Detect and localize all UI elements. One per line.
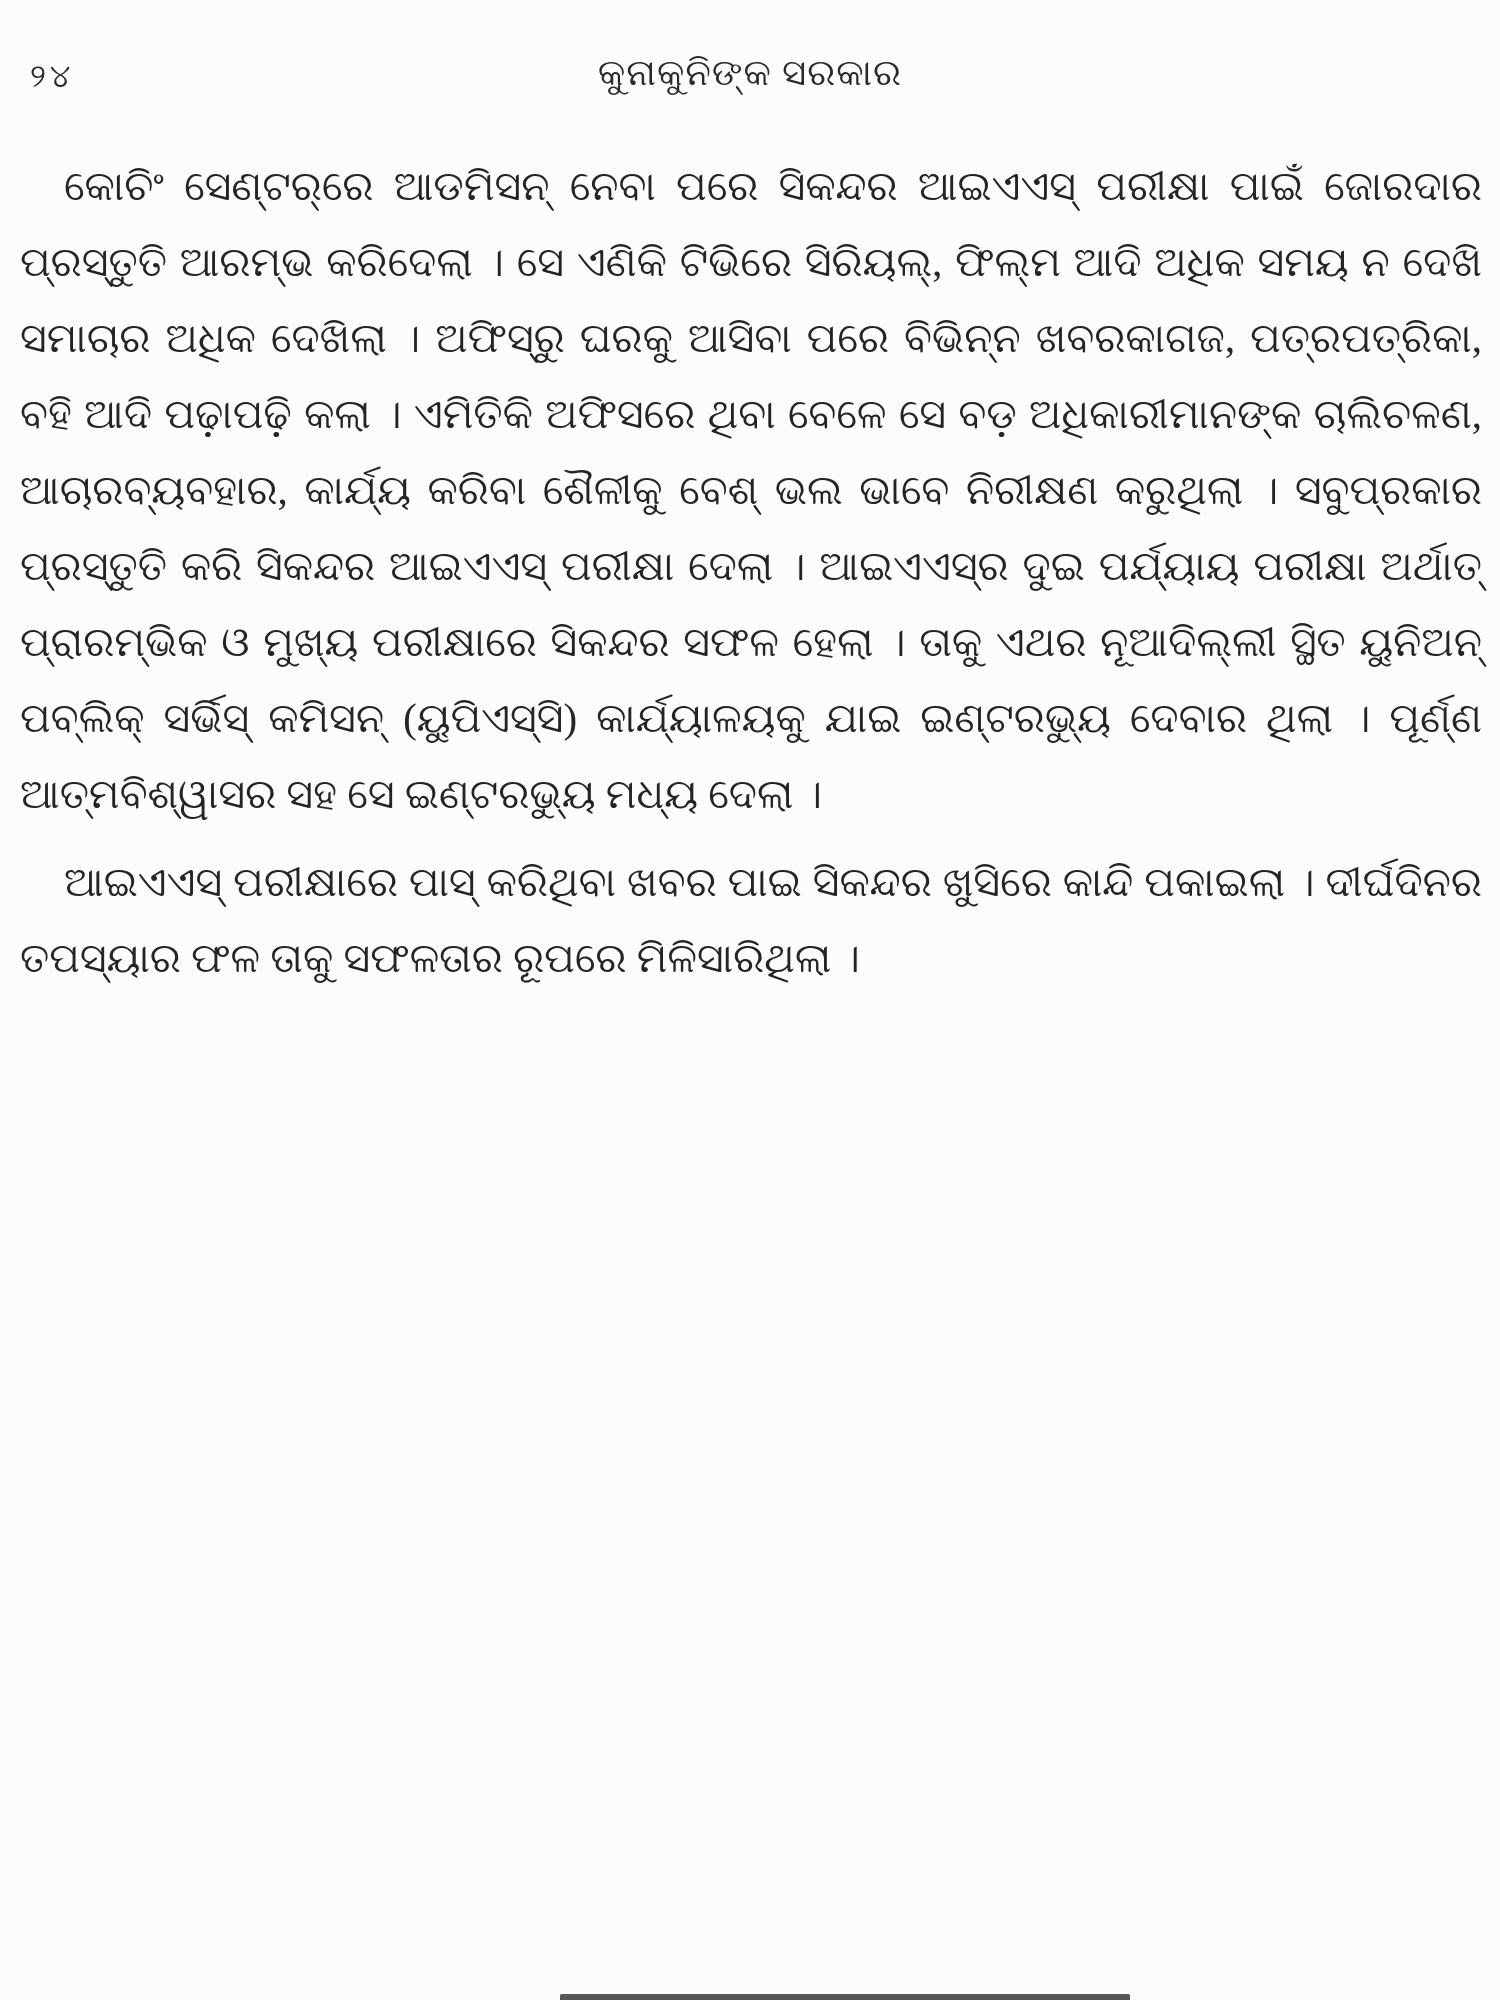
page-title: କୁନାକୁନିଙ୍କ ସରକାର [597,53,903,94]
body-paragraph-1: କୋଚିଂ ସେଣ୍ଟର୍‌ରେ ଆଡମିସନ୍ ନେବା ପରେ ସିକନ୍ଦର ଆଇଏଏସ୍ ପରୀକ୍ଷା ପାଇଁ ଜୋରଦାର ପ୍ରସ୍ତୁତି ଆରମ୍ଭ କରିଦେଲା । ସେ ଏଣିକି ଟିଭିରେ ସିରିୟଲ୍, ଫିଲ୍ମ ଆଦି ଅଧିକ ସମୟ ନ ଦେଖି ସମାଚାର ଅଧିକ ଦେଖିଲା । ଅଫିସ୍‌ରୁ ଘରକୁ ଆସିବା ପରେ ବିଭିନ୍ନ ଖବରକାଗଜ, ପତ୍ରପତ୍ରିକା, ବହି ଆଦି ପଢ଼ାପଢ଼ି କଲା । ଏମିତିକି ଅଫିସରେ ଥିବା ବେଳେ ସେ ବଡ଼ ଅଧିକାରୀମାନଙ୍କ ଚାଲିଚଳଣ, ଆଚାରବ୍ୟବହାର, କାର୍ଯ୍ୟ କରିବା ଶୈଳୀକୁ ବେଶ୍ ଭଲ ଭାବେ ନିରୀକ୍ଷଣ କରୁଥିଲା । ସବୁପ୍ରକାର ପ୍ରସ୍ତୁତି କରି ସିକନ୍ଦର ଆଇଏଏସ୍ ପରୀକ୍ଷା ଦେଲା । ଆଇଏଏସ୍‌ର ଦୁଇ ପର୍ଯ୍ୟାୟ ପରୀକ୍ଷା ଅର୍ଥାତ୍ ପ୍ରାରମ୍ଭିକ ଓ ମୁଖ୍ୟ ପରୀକ୍ଷାରେ ସିକନ୍ଦର ସଫଳ ହେଲା । ତାକୁ ଏଥର ନୂଆଦିଲ୍ଲୀ ସ୍ଥିତ ୟୁନିଅନ୍ ପବ୍ଲିକ୍ ସର୍ଭିସ୍ କମିସନ୍ (ୟୁପିଏସ୍‌ସି) କାର୍ଯ୍ୟାଳୟକୁ ଯାଇ ଇଣ୍ଟରଭ୍ୟୁ ଦେବାର ଥିଲା । ପୂର୍ଣ୍ଣ ଆତ୍ମବିଶ୍ୱାସର ସହ ସେ ଇଣ୍ଟରଭ୍ୟୁ ମଧ୍ୟ ଦେଲା । [20,163,1482,817]
page-body-text [20,148,1482,996]
body-paragraph-2: ଆଇଏଏସ୍ ପରୀକ୍ଷାରେ ପାସ୍ କରିଥିବା ଖବର ପାଇ ସିକନ୍ଦର ଖୁସିରେ କାନ୍ଦି ପକାଇଲା । ଦୀର୍ଘଦିନର ତପସ୍ୟାର ଫଳ ତାକୁ ସଫଳତାର ରୂପରେ ମିଳିସାରିଥିଲା । [20,859,1482,981]
scan-artifact-line [560,1994,1130,2000]
page-header [0,52,1500,112]
page-number: ୨୪ [30,58,75,94]
